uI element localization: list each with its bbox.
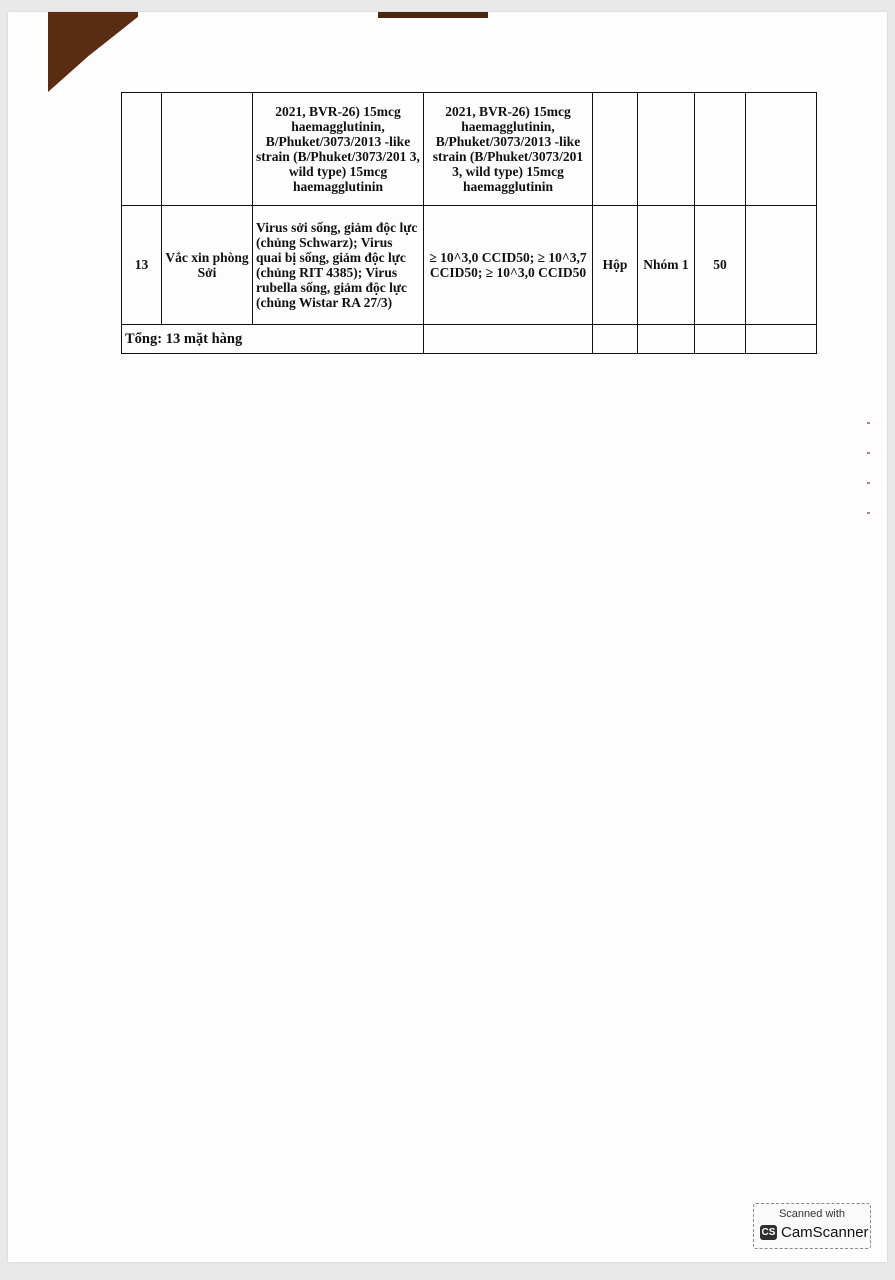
cell-unit bbox=[593, 93, 638, 206]
total-empty-cell bbox=[746, 325, 817, 354]
cell-ingredient: Virus sởi sống, giảm độc lực (chủng Schwarz); Virus quai bị sống, giảm độc lực (chủng RIT 4385); Virus rubella sống, giảm độc lực (chủng Wistar RA 27/3) bbox=[253, 206, 424, 325]
camscanner-watermark bbox=[753, 1203, 871, 1249]
cell-qty: 50 bbox=[695, 206, 746, 325]
bleed-through-marks bbox=[865, 422, 873, 562]
watermark-caption: Scanned with bbox=[778, 1208, 846, 1220]
total-empty-cell bbox=[638, 325, 695, 354]
vaccine-table bbox=[121, 92, 817, 354]
cell-stt: 13 bbox=[122, 206, 162, 325]
table-row bbox=[122, 93, 817, 206]
cell-unit: Hộp bbox=[593, 206, 638, 325]
cell-qty bbox=[695, 93, 746, 206]
table-total-row bbox=[122, 325, 817, 354]
cell-content: ≥ 10^3,0 CCID50; ≥ 10^3,7 CCID50; ≥ 10^3,0 CCID50 bbox=[424, 206, 593, 325]
cell-name bbox=[162, 93, 253, 206]
scanned-page bbox=[8, 12, 887, 1262]
cell-ingredient: 2021, BVR-26) 15mcg haemagglutinin, B/Phuket/3073/2013 -like strain (B/Phuket/3073/201 3, wild type) 15mcg haemagglutinin bbox=[253, 93, 424, 206]
cell-group bbox=[638, 93, 695, 206]
table-row bbox=[122, 206, 817, 325]
cell-extra bbox=[746, 93, 817, 206]
total-empty-cell bbox=[424, 325, 593, 354]
cell-content: 2021, BVR-26) 15mcg haemagglutinin, B/Phuket/3073/2013 -like strain (B/Phuket/3073/201 3, wild type) 15mcg haemagglutinin bbox=[424, 93, 593, 206]
cell-stt bbox=[122, 93, 162, 206]
total-label: Tổng: 13 mặt hàng bbox=[122, 325, 424, 354]
camscanner-logo-icon: CS bbox=[761, 1227, 776, 1238]
total-empty-cell bbox=[695, 325, 746, 354]
cell-name: Vắc xin phòng Sởi bbox=[162, 206, 253, 325]
watermark-brand: CamScanner bbox=[781, 1224, 869, 1241]
cell-extra bbox=[746, 206, 817, 325]
vaccine-table-wrapper bbox=[121, 92, 817, 354]
total-empty-cell bbox=[593, 325, 638, 354]
scan-shadow-corner bbox=[48, 12, 138, 92]
scan-shadow-strip bbox=[378, 12, 488, 18]
cell-group: Nhóm 1 bbox=[638, 206, 695, 325]
